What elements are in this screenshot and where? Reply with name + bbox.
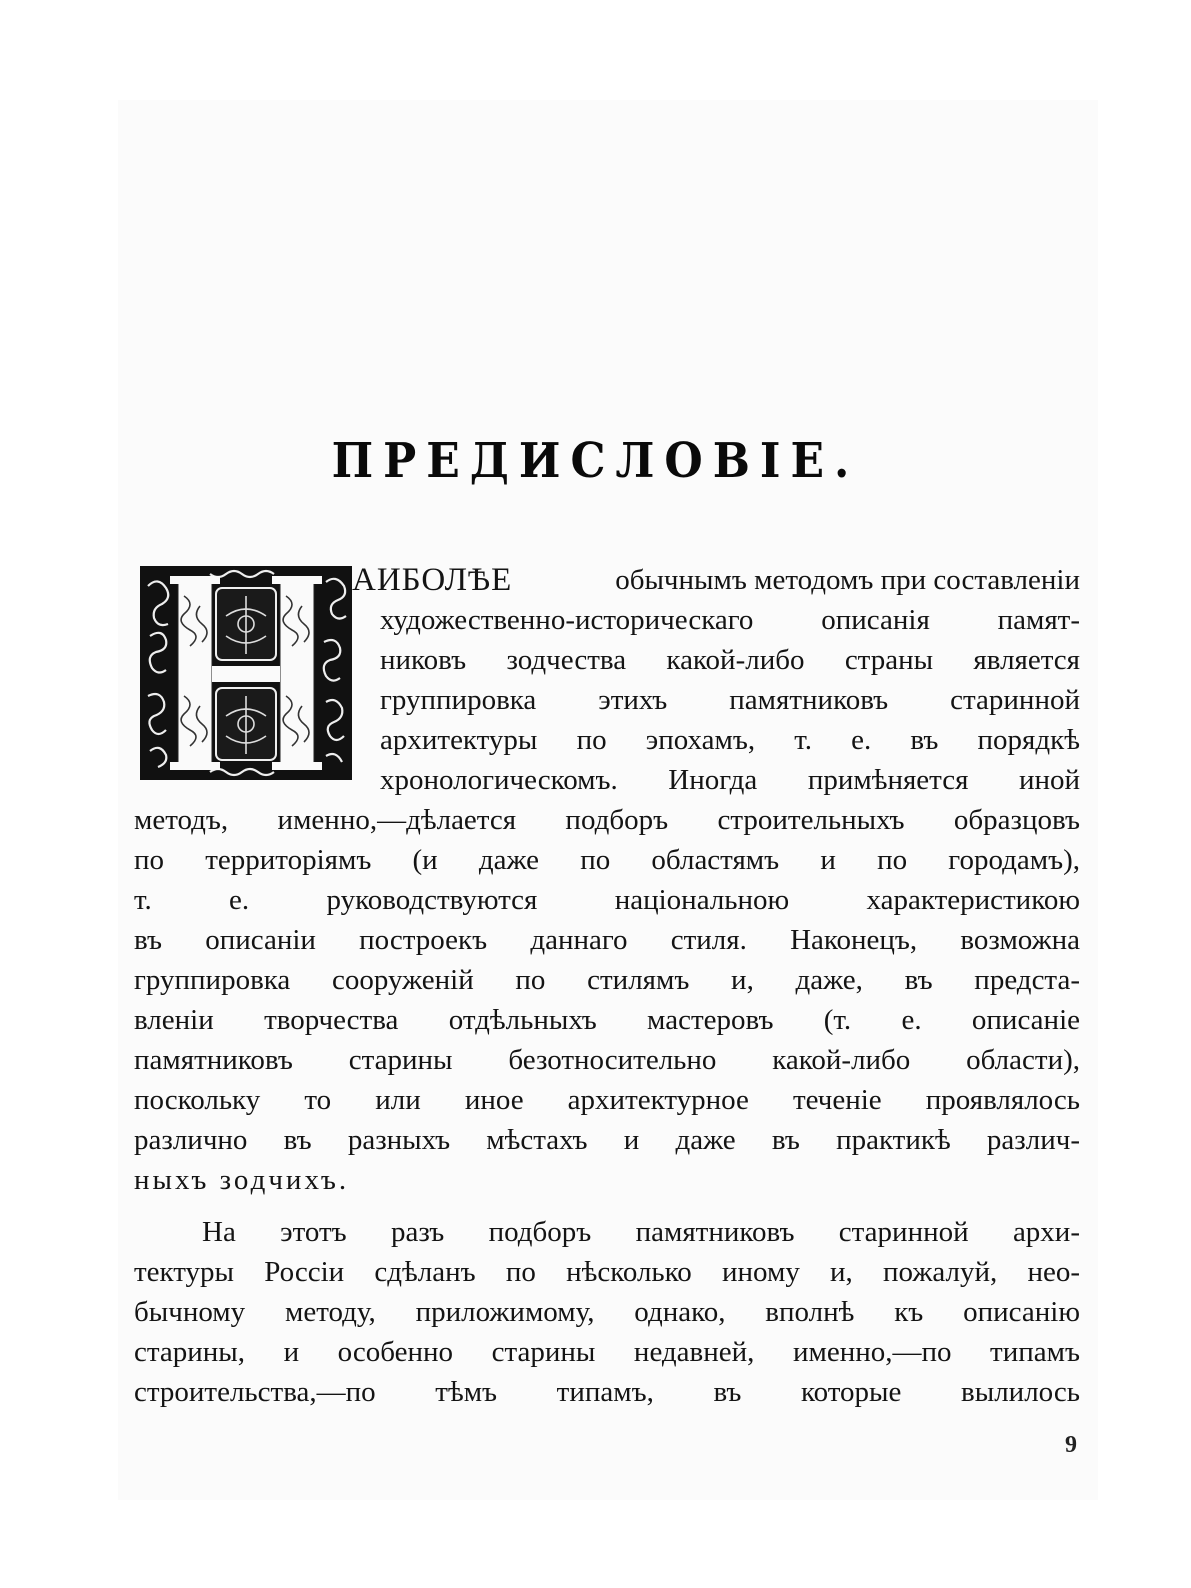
- text-line: вленіи творчества отдѣльныхъ мастеровъ (т. е. описаніе: [134, 1004, 1080, 1036]
- text-line: [352, 560, 1080, 600]
- text-line: поскольку то или иное архитектурное теченіе проявлялось: [134, 1084, 1080, 1116]
- text-line: бычному методу, приложимому, однако, вполнѣ къ описанію: [134, 1296, 1080, 1328]
- page-number: 9: [1065, 1432, 1077, 1458]
- text-line: старины, и особенно старины недавней, именно,—по типамъ: [134, 1336, 1080, 1368]
- text-line: хронологическомъ. Иногда примѣняется иной: [380, 764, 1080, 796]
- text-line: строительства,—по тѣмъ типамъ, въ которые вылилось: [134, 1376, 1080, 1408]
- text-line: архитектуры по эпохамъ, т. е. въ порядкѣ: [380, 724, 1080, 756]
- text-line: группировка сооруженій по стилямъ и, даже, въ предста-: [134, 964, 1080, 996]
- text-line: различно въ разныхъ мѣстахъ и даже въ практикѣ различ-: [134, 1124, 1080, 1156]
- ornamental-initial-icon: [140, 566, 352, 780]
- dropcap-continuation: АИБОЛѢЕ: [352, 562, 513, 598]
- text-line: т. е. руководствуются національною характеристикою: [134, 884, 1080, 916]
- text-line: На этотъ разъ подборъ памятниковъ старинной архи-: [202, 1216, 1080, 1248]
- text-line: по территоріямъ (и даже по областямъ и по городамъ),: [134, 844, 1080, 876]
- text-line: памятниковъ старины безотносительно какой-либо области),: [134, 1044, 1080, 1076]
- text-line: никовъ зодчества какой-либо страны является: [380, 644, 1080, 676]
- dropcap-initial: [140, 566, 352, 780]
- text-line: художественно-историческаго описанія памят-: [380, 604, 1080, 636]
- text-line-fragment: обычнымъ методомъ при составленіи: [615, 564, 1080, 596]
- text-line: методъ, именно,—дѣлается подборъ строительныхъ образцовъ: [134, 804, 1080, 836]
- text-line: группировка этихъ памятниковъ старинной: [380, 684, 1080, 716]
- text-line: въ описаніи построекъ даннаго стиля. Наконецъ, возможна: [134, 924, 1080, 956]
- page-title: ПРЕДИСЛОВІЕ.: [331, 433, 860, 490]
- text-line: ныхъ зодчихъ.: [134, 1164, 350, 1196]
- text-line: тектуры Россіи сдѣланъ по нѣсколько иному и, пожалуй, нео-: [134, 1256, 1080, 1288]
